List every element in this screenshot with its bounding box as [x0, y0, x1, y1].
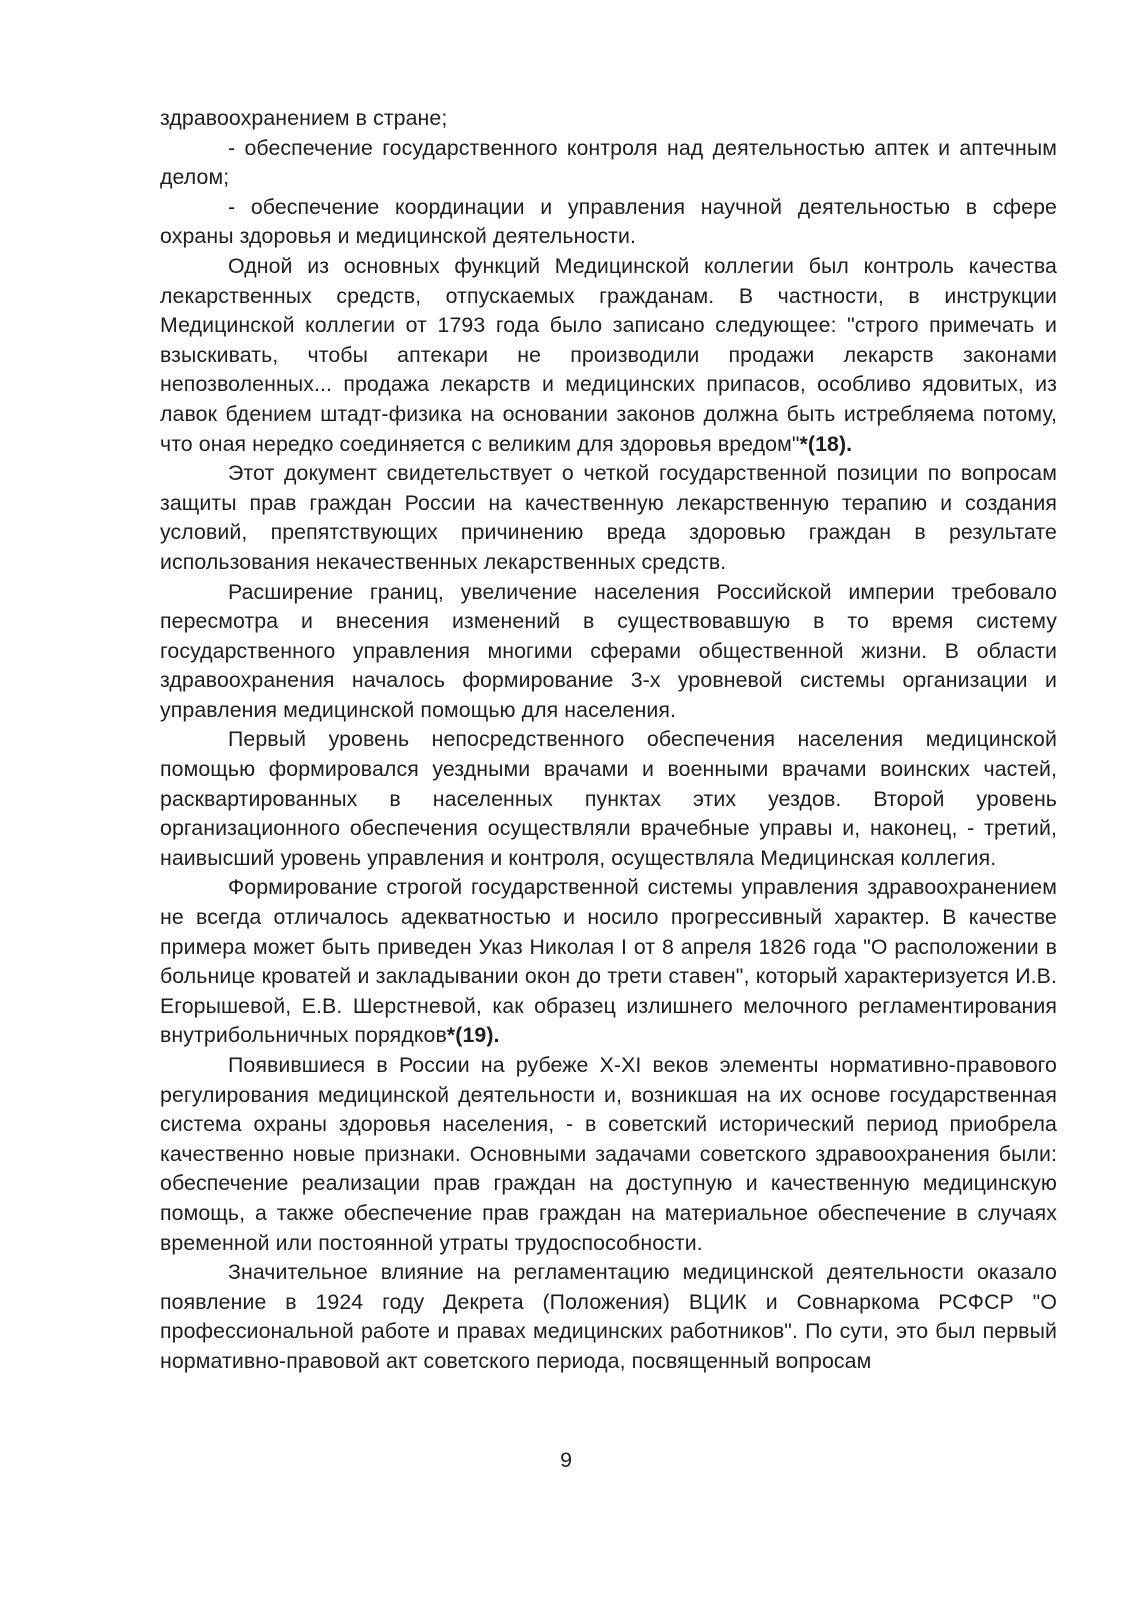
paragraph [160, 459, 1057, 577]
paragraph [160, 578, 1057, 726]
paragraph-text: Этот документ свидетельствует о четкой государственной позиции по вопросам защиты прав граждан России на качественную лекарственную терапию и создания условий, препятствующих причинению вреда здоровью граждан в результате использования некачественных лекарственных средств. [160, 461, 1057, 574]
paragraph-text: Значительное влияние на регламентацию медицинской деятельности оказало появление в 1924 году Декрета (Положения) ВЦИК и Совнаркома РСФСР "О профессиональной работе и правах медицинских работников". По сути, это был первый нормативно-правовой акт советского периода, посвященный вопросам [160, 1260, 1057, 1373]
paragraph-text: - обеспечение государственного контроля над деятельностью аптек и аптечным делом; [160, 135, 1057, 190]
page-number: 9 [560, 1448, 572, 1472]
document-body [160, 104, 1057, 1377]
footnote-reference: *(18). [799, 431, 853, 456]
paragraph-text: Одной из основных функций Медицинской коллегии был контроль качества лекарственных средств, отпускаемых гражданам. В частности, в инструкции Медицинской коллегии от 1793 года было записано следующее: "строго примечать и взыскивать, чтобы аптекари не производили продажи лекарств законами непозволенных... продажа лекарств и медицинских припасов, особливо ядовитых, из лавок бдением штадт-физика на основании законов должна быть истребляема потому, что оная нередко соединяется с великим для здоровья вредом" [160, 253, 1057, 456]
paragraph [160, 104, 1057, 134]
paragraph [160, 725, 1057, 873]
paragraph [160, 1258, 1057, 1376]
paragraph [160, 193, 1057, 252]
footnote-reference: *(19). [446, 1023, 500, 1048]
paragraph [160, 873, 1057, 1051]
paragraph-text: - обеспечение координации и управления научной деятельностью в сфере охраны здоровья и медицинской деятельности. [160, 194, 1057, 249]
paragraph-text: Формирование строгой государственной системы управления здравоохранением не всегда отличалось адекватностью и носило прогрессивный характер. В качестве примера может быть приведен Указ Николая I от 8 апреля 1826 года "О расположении в больнице кроватей и закладывании окон до трети ставен", который характеризуется И.В. Егорышевой, Е.В. Шерстневой, как образец излишнего мелочного регламентирования внутрибольничных порядков [160, 875, 1057, 1048]
paragraph-text: Появившиеся в России на рубеже X-XI веков элементы нормативно-правового регулирования медицинской деятельности и, возникшая на их основе государственная система охраны здоровья населения, - в советский исторический период приобрела качественно новые признаки. Основными задачами советского здравоохранения были: обеспечение реализации прав граждан на доступную и качественную медицинскую помощь, а также обеспечение прав граждан на материальное обеспечение в случаях временной или постоянной утраты трудоспособности. [160, 1053, 1057, 1255]
paragraph-text: здравоохранением в стране; [160, 106, 448, 130]
paragraph-text: Расширение границ, увеличение населения Российской империи требовало пересмотра и внесения изменений в существовавшую в то время систему государственного управления многими сферами общественной жизни. В области здравоохранения началось формирование 3-х уровневой системы организации и управления медицинской помощью для населения. [160, 579, 1057, 722]
paragraph [160, 252, 1057, 459]
paragraph [160, 1051, 1057, 1258]
paragraph-text: Первый уровень непосредственного обеспечения населения медицинской помощью формировался уездными врачами и военными врачами воинских частей, расквартированных в населенных пунктах этих уездов. Второй уровень организационного обеспечения осуществляли врачебные управы и, наконец, - третий, наивысший уровень управления и контроля, осуществляла Медицинская коллегия. [160, 727, 1057, 870]
paragraph [160, 134, 1057, 193]
